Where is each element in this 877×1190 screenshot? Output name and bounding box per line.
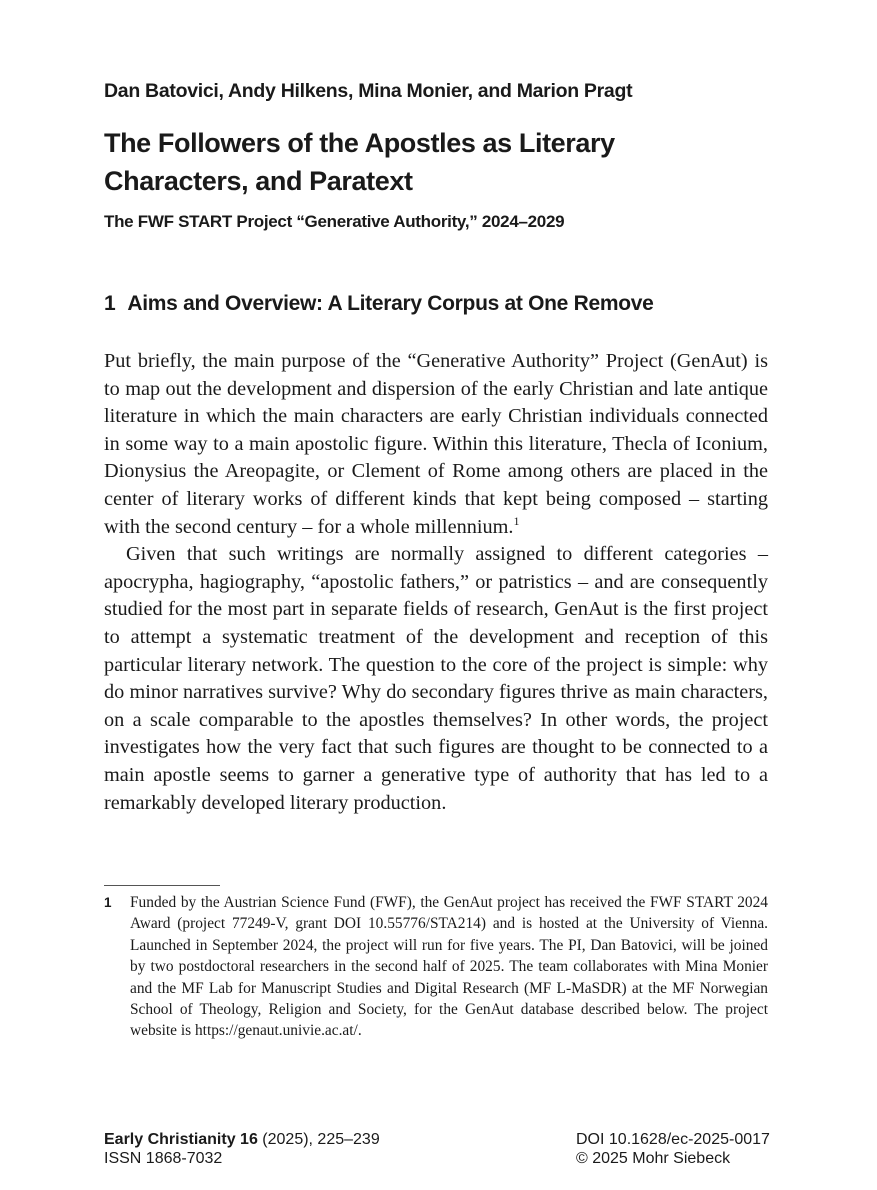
paragraph-1-text: Put briefly, the main purpose of the “Generative Authority” Project (GenAut) is to map out the development and dispersion of the early Christian and late antique literature in which the main characters are early Christian individuals connected in some way to a main apostolic figure. Within this literature, Thecla of Iconium, Dionysius the Areopagite, or Clement of Rome among others are placed in the center of literary works of different kinds that kept being composed – starting with the second century – for a whole millennium.: [104, 350, 768, 538]
footnote-divider: [104, 885, 220, 886]
footnote-text: Funded by the Austrian Science Fund (FWF), the GenAut project has received the FWF START 2024 Award (project 77249-V, grant DOI 10.55776/STA214) and is hosted at the University of Vienna. Launched in September 2024, the project will run for five years. The PI, Dan Batovici, will be joined by two postdoctoral researchers in the second half of 2025. The team collaborates with Mina Monier and the MF Lab for Manuscript Studies and Digital Research (MF L-MaSDR) at the MF Norwegian School of Theology, Religion and Society, for the GenAut database described below. The project website is https://genaut.univie.ac.at/.: [130, 894, 768, 1040]
footer-doi-info: [576, 1130, 770, 1168]
section-title: Aims and Overview: A Literary Corpus at One Remove: [127, 292, 654, 315]
footer-journal-info: [104, 1130, 380, 1168]
section-number: 1: [104, 292, 116, 315]
journal-name: Early Christianity 16: [104, 1131, 258, 1148]
body-text: [104, 348, 768, 817]
doi[interactable]: DOI 10.1628/ec-2025-0017: [576, 1131, 770, 1148]
journal-citation: [104, 1130, 380, 1149]
authors-line: Dan Batovici, Andy Hilkens, Mina Monier, and Marion Pragt: [104, 80, 633, 102]
footnote-reference-1[interactable]: 1: [513, 513, 520, 528]
paragraph-2: Given that such writings are normally assigned to different categories – apocrypha, hagiography, “apostolic fathers,” or patristics – and are consequently studied for the most part in separate fields of research, GenAut is the first project to attempt a systematic treatment of the development and reception of this particular literary network. The question to the core of the project is simple: why do minor narratives survive? Why do secondary figures thrive as main characters, on a scale comparable to the apostles themselves? In other words, the project investigates how the very fact that such figures are thought to be connected to a main apostle seems to garner a generative type of authority that has led to a remarkably developed literary production.: [104, 543, 768, 814]
article-title-line-2: Characters, and Paratext: [104, 166, 413, 196]
article-subtitle: The FWF START Project “Generative Authority,” 2024–2029: [104, 212, 565, 231]
copyright: © 2025 Mohr Siebeck: [576, 1150, 731, 1167]
journal-volume-pages: (2025), 225–239: [257, 1131, 380, 1148]
paragraph-1: [104, 348, 768, 541]
footnote-number: 1: [104, 895, 112, 910]
article-title-line-1: The Followers of the Apostles as Literary: [104, 128, 615, 158]
section-heading: [104, 292, 654, 316]
issn: ISSN 1868-7032: [104, 1150, 223, 1167]
article-title: [104, 124, 744, 200]
footnote-1: [104, 892, 768, 1042]
